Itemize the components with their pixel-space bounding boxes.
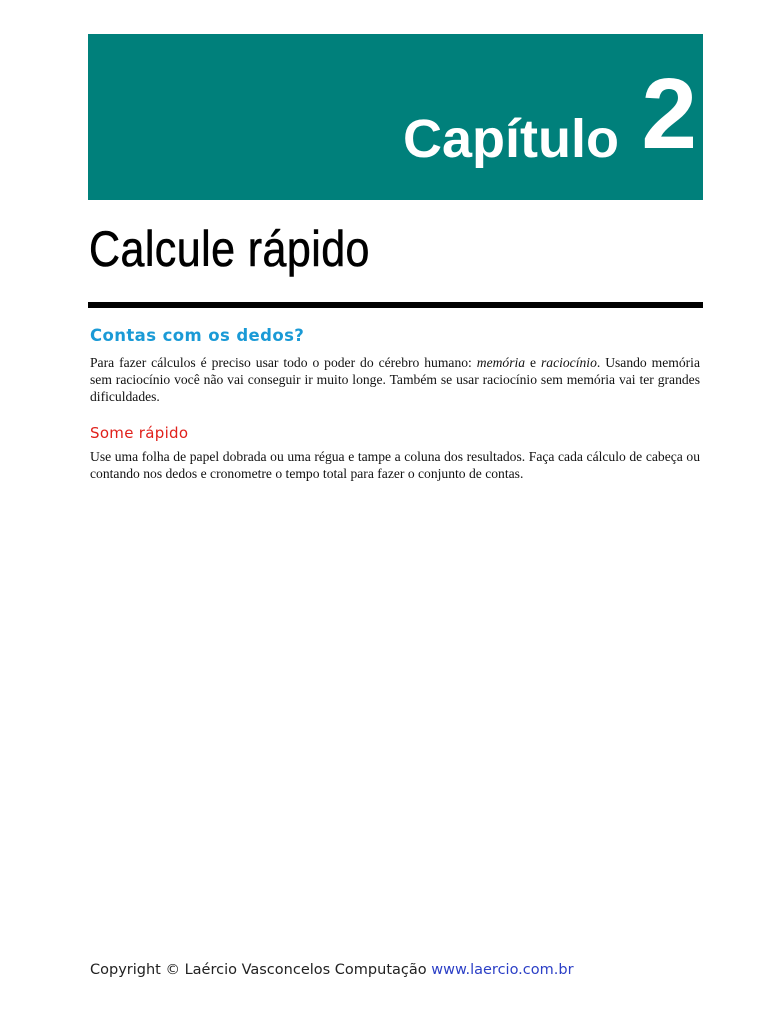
paragraph-text-start: Para fazer cálculos é preciso usar todo o poder do cérebro humano: — [90, 355, 477, 370]
section-heading: Contas com os dedos? — [90, 326, 305, 345]
chapter-label: Capítulo — [403, 109, 619, 169]
chapter-number: 2 — [641, 58, 697, 170]
subsection-paragraph: Use uma folha de papel dobrada ou uma régua e tampe a coluna dos resultados. Faça cada cálculo de cabeça ou contando nos dedos e cronometre o tempo total para fazer o conjunto de contas. — [90, 449, 700, 481]
footer-copyright: Copyright © Laércio Vasconcelos Computação — [90, 962, 427, 978]
page-title: Calcule rápido — [89, 221, 370, 277]
subsection-heading: Some rápido — [90, 424, 189, 442]
term-raciocinio: raciocínio — [540, 355, 597, 370]
paragraph-text-end: . Usando memória sem raciocínio você não vai conseguir ir muito longe. Também se usar raciocínio sem memória vai ter grandes dificuldades. — [90, 355, 700, 404]
term-memoria: memória — [476, 355, 526, 370]
footer-website-link[interactable]: www.laercio.com.br — [431, 962, 574, 978]
title-rule — [88, 302, 703, 308]
paragraph-conjunction: e — [525, 355, 541, 370]
footer — [90, 962, 574, 978]
chapter-banner — [88, 34, 703, 200]
section-paragraph — [90, 354, 700, 405]
